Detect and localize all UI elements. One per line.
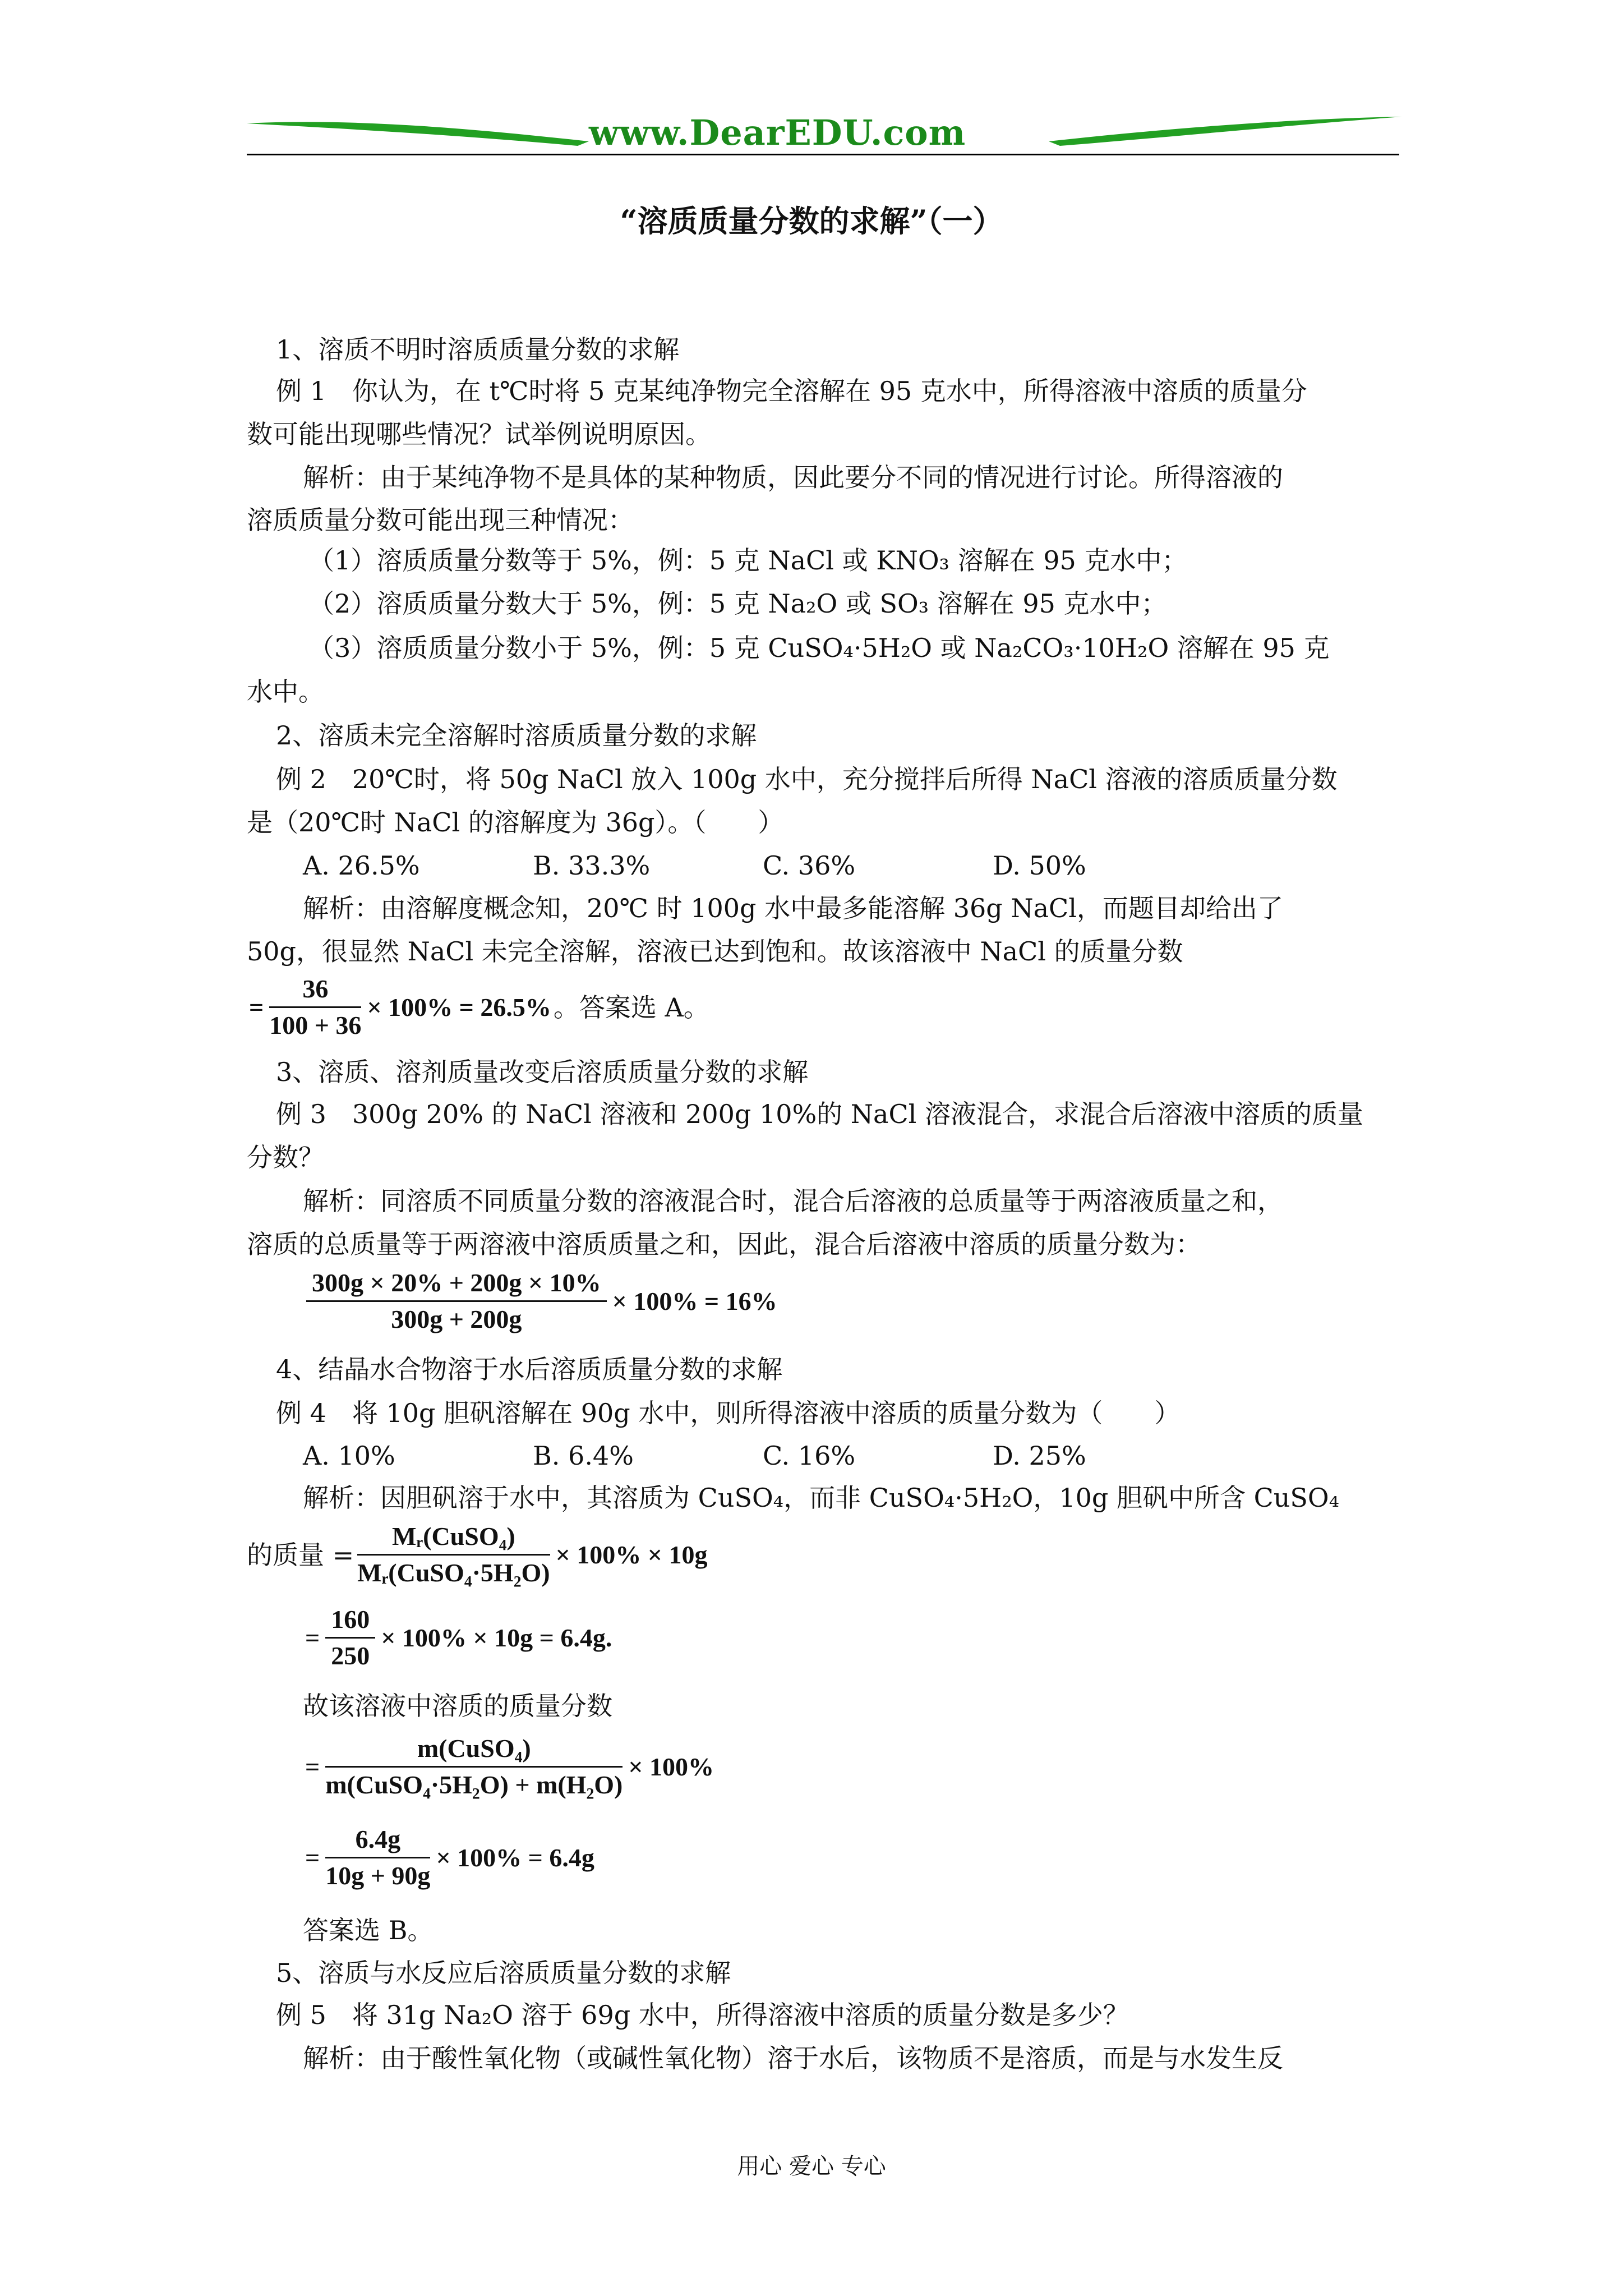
page-title: “溶质质量分数的求解”（一）: [620, 203, 1003, 239]
option-4a: A. 10%: [303, 1441, 395, 1471]
formula-5: = $\frac{160}{250}$ × 100% × 10g = 6.4g.: [303, 1602, 614, 1673]
analysis-1-line-2: 溶质质量分数可能出现三种情况：: [247, 505, 634, 535]
example-4: 例 4 将 10g 胆矾溶解在 90g 水中，则所得溶液中溶质的质量分数为（ ）: [276, 1398, 1181, 1428]
option-4c: C. 16%: [763, 1441, 856, 1471]
option-2c: C. 36%: [763, 850, 856, 881]
header-logo-text: www.DearEDU.com: [589, 112, 966, 153]
option-4d: D. 25%: [993, 1441, 1086, 1471]
example-2-line-2: 是（20℃时 NaCl 的溶解度为 36g）。（ ）: [247, 807, 784, 838]
option-2d: D. 50%: [993, 850, 1086, 881]
formula-7: = $\frac{6.4g}{10g + 90g}$ × 100% = 6.4g: [303, 1822, 597, 1893]
option-4b: B. 6.4%: [533, 1441, 634, 1471]
header-divider: [247, 154, 1399, 155]
option-2b: B. 33.3%: [533, 850, 651, 881]
section-4-heading: 4、结晶水合物溶于水后溶质质量分数的求解: [276, 1354, 783, 1384]
fraction: $\frac{160}{250}$: [325, 1602, 375, 1673]
formula-3: $\frac{300g \times 20\% + 200g \times 10\%}{300g + 200g}$ × 100% = 16%: [303, 1266, 780, 1337]
formula-4: 的质量 = $\frac{\text{Mᵣ(CuSO₄)}}{\text{Mᵣ(CuSO₄·5H₂O)}}$ × 100% × 10g: [247, 1519, 710, 1590]
example-2-line-1: 例 2 20℃时，将 50g NaCl 放入 100g 水中，充分搅拌后所得 NaCl 溶液的溶质质量分数: [276, 764, 1338, 794]
section-2-heading: 2、溶质未完全溶解时溶质质量分数的求解: [276, 720, 757, 751]
analysis-4-line-1: 解析：因胆矾溶于水中，其溶质为 CuSO₄，而非 CuSO₄·5H₂O，10g 胆矾中所含 CuSO₄: [303, 1483, 1340, 1513]
option-2a: A. 26.5%: [303, 850, 420, 881]
fraction: $\frac{36}{100 + 36}$: [269, 972, 361, 1043]
formula-6: = $\frac{\text{m(CuSO₄)}}{\text{m(CuSO₄·5H₂O) + m(H₂O)}}$ × 100%: [303, 1731, 716, 1802]
analysis-4-line-2: 故该溶液中溶质的质量分数: [303, 1691, 612, 1721]
analysis-3-line-1: 解析：同溶质不同质量分数的溶液混合时，混合后溶液的总质量等于两溶液质量之和，: [303, 1186, 1283, 1216]
answer-4: 答案选 B。: [303, 1915, 434, 1945]
analysis-2-line-2: 50g，很显然 NaCl 未完全溶解，溶液已达到饱和。故该溶液中 NaCl 的质量分数: [247, 936, 1183, 967]
section-3-heading: 3、溶质、溶剂质量改变后溶质质量分数的求解: [276, 1057, 809, 1087]
example-5: 例 5 将 31g Na₂O 溶于 69g 水中，所得溶液中溶质的质量分数是多少？: [276, 2000, 1129, 2030]
formula-2: = $\frac{36}{100 + 36}$ × 100% = 26.5% 。答案选 A。: [247, 972, 709, 1043]
page-footer: 用心 爱心 专心: [737, 2154, 886, 2179]
analysis-1-line-1: 解析：由于某纯净物不是具体的某种物质，因此要分不同的情况进行讨论。所得溶液的: [303, 462, 1283, 493]
analysis-2-line-1: 解析：由溶解度概念知，20℃ 时 100g 水中最多能溶解 36g NaCl，而题目却给出了: [303, 893, 1283, 923]
case-3: （3）溶质质量分数小于 5%，例：5 克 CuSO₄·5H₂O 或 Na₂CO₃·10H₂O 溶解在 95 克: [308, 633, 1330, 663]
section-1-heading: 1、溶质不明时溶质质量分数的求解: [276, 334, 680, 365]
analysis-5-line-1: 解析：由于酸性氧化物（或碱性氧化物）溶于水后，该物质不是溶质，而是与水发生反: [303, 2043, 1283, 2073]
example-1-line-2: 数可能出现哪些情况？试举例说明原因。: [247, 419, 711, 449]
fraction: $\frac{6.4g}{10g + 90g}$: [325, 1822, 430, 1893]
example-1-line-1: 例 1 你认为，在 t℃时将 5 克某纯净物完全溶解在 95 克水中，所得溶液中溶质的质量分: [276, 376, 1307, 406]
fraction: $\frac{\text{m(CuSO₄)}}{\text{m(CuSO₄·5H₂O) + m(H₂O)}}$: [325, 1731, 623, 1802]
fraction: $\frac{\text{Mᵣ(CuSO₄)}}{\text{Mᵣ(CuSO₄·5H₂O)}}$: [357, 1519, 550, 1590]
fraction: $\frac{300g \times 20\% + 200g \times 10\%}{300g + 200g}$: [306, 1266, 607, 1337]
case-3-cont: 水中。: [247, 677, 324, 707]
example-3-line-2: 分数？: [247, 1142, 324, 1172]
example-3-line-1: 例 3 300g 20% 的 NaCl 溶液和 200g 10%的 NaCl 溶液混合，求混合后溶液中溶质的质量: [276, 1099, 1364, 1129]
case-1: （1）溶质质量分数等于 5%，例：5 克 NaCl 或 KNO₃ 溶解在 95 克水中；: [308, 545, 1188, 576]
analysis-3-line-2: 溶质的总质量等于两溶液中溶质质量之和，因此，混合后溶液中溶质的质量分数为：: [247, 1229, 1201, 1259]
section-5-heading: 5、溶质与水反应后溶质质量分数的求解: [276, 1958, 731, 1988]
case-2: （2）溶质质量分数大于 5%，例：5 克 Na₂O 或 SO₃ 溶解在 95 克水中；: [308, 588, 1167, 619]
